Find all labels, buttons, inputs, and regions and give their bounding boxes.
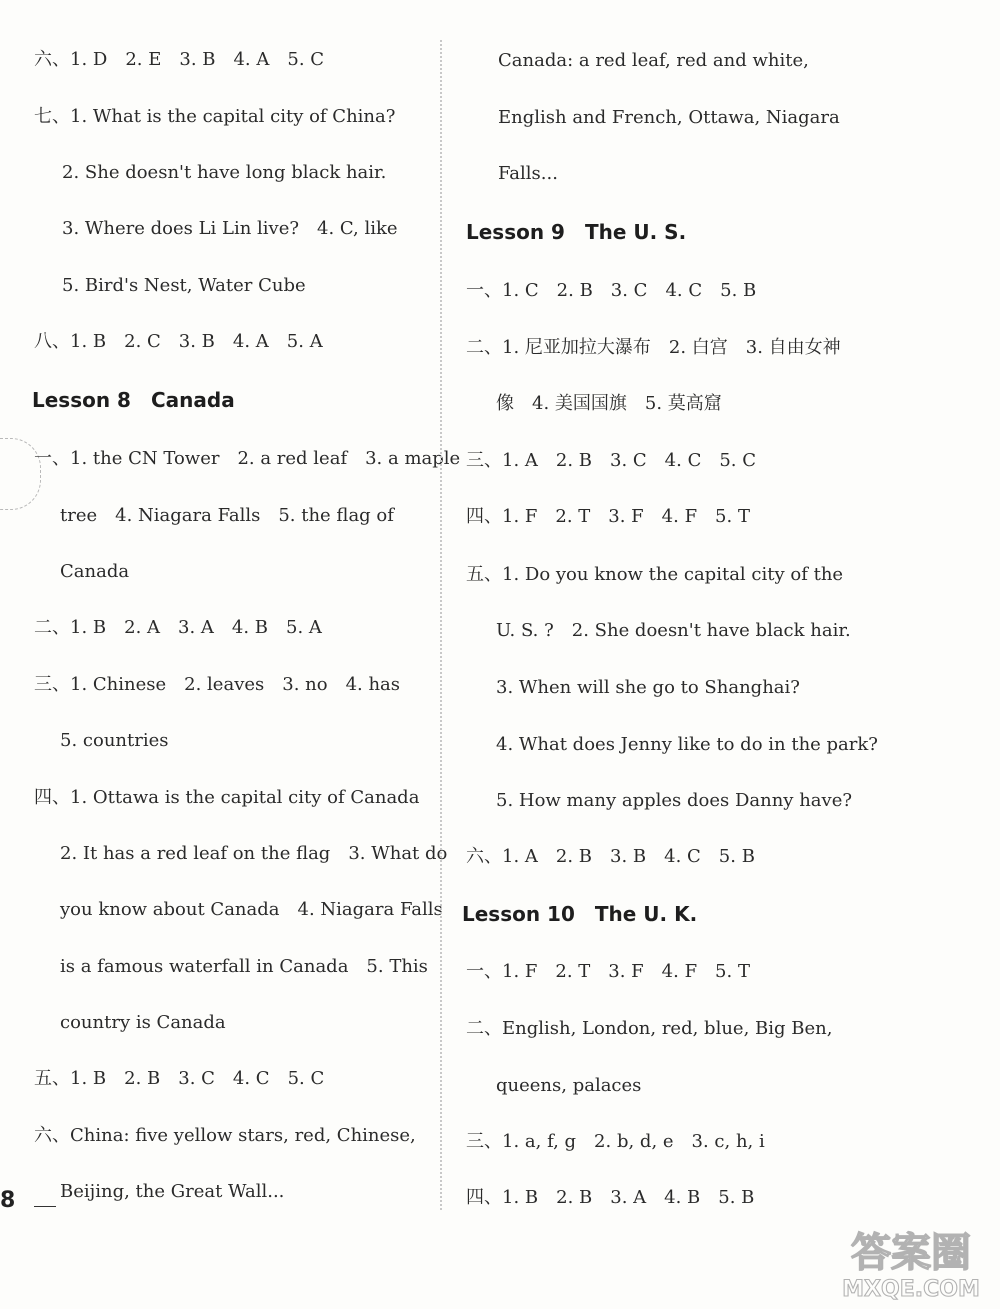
answer-line: 5. countries — [60, 730, 169, 751]
lesson-10-heading: Lesson 10 The U. K. — [462, 902, 698, 926]
site-watermark — [826, 1222, 996, 1302]
answer-line: 一、1. C 2. B 3. C 4. C 5. B — [466, 280, 757, 301]
page-number: 8 — [0, 1188, 16, 1213]
answer-line: queens, palaces — [496, 1075, 642, 1096]
answer-line: 二、English, London, red, blue, Big Ben, — [466, 1018, 833, 1039]
lesson-9-heading: Lesson 9 The U. S. — [466, 220, 687, 244]
answer-line: 三、1. a, f, g 2. b, d, e 3. c, h, i — [466, 1131, 765, 1152]
answer-line: 4. What does Jenny like to do in the park? — [496, 734, 878, 755]
answer-line: is a famous waterfall in Canada 5. This — [60, 956, 428, 977]
answer-line: 3. When will she go to Shanghai? — [496, 677, 800, 698]
answer-line: Canada: a red leaf, red and white, — [498, 50, 809, 71]
answer-line: 二、1. 尼亚加拉大瀑布 2. 白宫 3. 自由女神 — [466, 337, 841, 358]
answer-line: country is Canada — [60, 1012, 226, 1033]
answer-line: 2. She doesn't have long black hair. — [62, 162, 387, 183]
answer-line: 六、1. D 2. E 3. B 4. A 5. C — [34, 49, 325, 70]
watermark-title: 答案圈 — [851, 1230, 971, 1276]
answer-line: 三、1. Chinese 2. leaves 3. no 4. has — [34, 674, 401, 695]
answer-line: Falls... — [498, 163, 558, 184]
watermark-logo-icon — [826, 1222, 996, 1302]
answer-line: U. S. ? 2. She doesn't have black hair. — [496, 620, 851, 641]
answer-line: 六、1. A 2. B 3. B 4. C 5. B — [466, 846, 755, 867]
answer-line: Canada — [60, 561, 130, 582]
answer-line: 5. How many apples does Danny have? — [496, 790, 852, 811]
answer-line: 七、1. What is the capital city of China? — [34, 106, 396, 127]
lesson-8-heading: Lesson 8 Canada — [32, 388, 235, 412]
answer-line: 五、1. B 2. B 3. C 4. C 5. C — [34, 1068, 325, 1089]
answer-line: English and French, Ottawa, Niagara — [498, 107, 840, 128]
watermark-url: MXQE.COM — [842, 1277, 980, 1302]
answer-line: 2. It has a red leaf on the flag 3. What do — [60, 843, 448, 864]
answer-line: 二、1. B 2. A 3. A 4. B 5. A — [34, 617, 322, 638]
answer-line: 四、1. F 2. T 3. F 4. F 5. T — [466, 506, 750, 527]
answer-line: 六、China: five yellow stars, red, Chinese, — [34, 1125, 416, 1146]
answer-line: 5. Bird's Nest, Water Cube — [62, 275, 306, 296]
answer-line: 一、1. F 2. T 3. F 4. F 5. T — [466, 961, 750, 982]
answer-line: 四、1. Ottawa is the capital city of Canada — [34, 787, 420, 808]
page-number-rule — [34, 1206, 56, 1207]
answer-line: 像 4. 美国国旗 5. 莫高窟 — [496, 393, 722, 414]
answer-line: 三、1. A 2. B 3. C 4. C 5. C — [466, 450, 757, 471]
answer-line: 3. Where does Li Lin live? 4. C, like — [62, 218, 398, 239]
answer-line: 八、1. B 2. C 3. B 4. A 5. A — [34, 331, 323, 352]
answer-line: Beijing, the Great Wall... — [60, 1181, 285, 1202]
answer-line: 五、1. Do you know the capital city of the — [466, 564, 844, 585]
answer-line: 四、1. B 2. B 3. A 4. B 5. B — [466, 1187, 755, 1208]
answer-line: tree 4. Niagara Falls 5. the flag of — [60, 505, 394, 526]
answer-line: you know about Canada 4. Niagara Falls — [60, 899, 443, 920]
column-divider — [440, 40, 442, 1210]
answer-line: 一、1. the CN Tower 2. a red leaf 3. a maple — [34, 448, 461, 469]
